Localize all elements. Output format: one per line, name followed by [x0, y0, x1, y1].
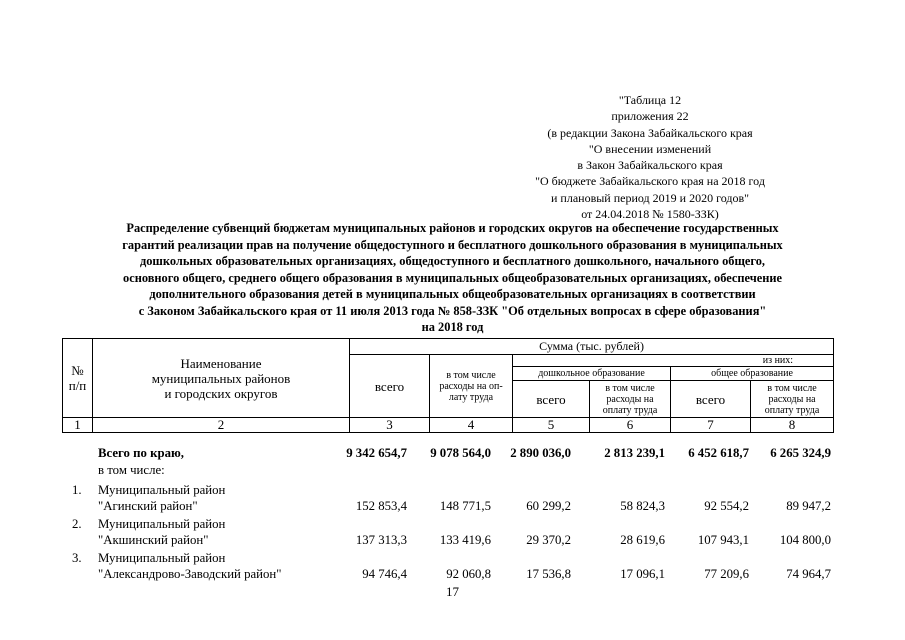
row-value: 152 853,4 [355, 499, 407, 513]
header-total-pay: в том числе расходы на оп- лату труда [430, 355, 513, 418]
row-value: 17 096,1 [620, 567, 665, 581]
table-row [62, 446, 833, 463]
header-preschool-pay: в том числе расходы на оплату труда [590, 381, 671, 418]
column-number: 4 [430, 418, 513, 433]
row-value: 74 964,7 [786, 567, 831, 581]
row-value: 17 536,8 [526, 567, 571, 581]
column-number: 3 [350, 418, 430, 433]
header-general: общее образование [671, 367, 834, 381]
row-value: 107 943,1 [697, 533, 749, 547]
row-value: 9 342 654,7 [346, 446, 407, 460]
header-of-which: из них: [513, 355, 834, 367]
column-number: 1 [63, 418, 93, 433]
document-title [60, 220, 845, 336]
header-number: № п/п [63, 339, 93, 418]
stamp-line: "Таблица 12 [618, 93, 682, 107]
table-row [62, 517, 833, 551]
column-number: 2 [93, 418, 350, 433]
column-number: 8 [751, 418, 834, 433]
row-name: Муниципальный район [98, 517, 226, 531]
title-line: основного общего, среднего общего образования в муниципальных общеобразовательных организациях, обеспечение [123, 270, 782, 285]
row-name-line2: "Акшинский район" [98, 533, 209, 547]
header-preschool: дошкольное образование [513, 367, 671, 381]
row-name: Муниципальный район [98, 551, 226, 565]
subsidy-table-header [62, 338, 834, 433]
column-number: 7 [671, 418, 751, 433]
table-row [62, 483, 833, 517]
appendix-stamp [500, 92, 800, 222]
header-sum: Сумма (тыс. рублей) [350, 339, 834, 355]
stamp-line: приложения 22 [611, 109, 689, 124]
stamp-line: "О бюджете Забайкальского края на 2018 год [535, 174, 765, 189]
column-number: 5 [513, 418, 590, 433]
stamp-line: (в редакции Закона Забайкальского края [547, 125, 753, 140]
table-body [62, 446, 833, 585]
row-number: 1. [72, 483, 82, 497]
table-row [62, 463, 833, 483]
row-name: Всего по краю, [98, 446, 184, 460]
row-number: 2. [72, 517, 82, 531]
row-value: 104 800,0 [779, 533, 831, 547]
row-value: 60 299,2 [526, 499, 571, 513]
row-value: 77 209,6 [704, 567, 749, 581]
row-value: 6 265 324,9 [770, 446, 831, 460]
header-general-pay: в том числе расходы на оплату труда [751, 381, 834, 418]
stamp-line: "О внесении изменений [588, 141, 712, 156]
table-row [62, 551, 833, 585]
row-name-line2: "Александрово-Заводский район" [98, 567, 282, 581]
row-value: 6 452 618,7 [688, 446, 749, 460]
header-preschool-total: всего [513, 381, 590, 418]
row-name-line2: "Агинский район" [98, 499, 198, 513]
stamp-line: от 24.04.2018 № 1580-ЗЗК) [581, 207, 719, 222]
row-value: 92 060,8 [446, 567, 491, 581]
row-value: 29 370,2 [526, 533, 571, 547]
column-number: 6 [590, 418, 671, 433]
title-line: дополнительного образования детей в муниципальных общеобразовательных организациях в соответствии [149, 287, 756, 301]
title-line: Распределение субвенций бюджетам муниципальных районов и городских округов на обеспечение государственных [126, 221, 779, 235]
title-line: на 2018 год [421, 320, 484, 334]
row-name: Муниципальный район [98, 483, 226, 497]
row-value: 9 078 564,0 [430, 446, 491, 460]
row-value: 2 890 036,0 [510, 446, 571, 460]
stamp-line: в Закон Забайкальского края [577, 158, 723, 173]
header-general-total: всего [671, 381, 751, 418]
row-value: 28 619,6 [620, 533, 665, 547]
row-value: 94 746,4 [362, 567, 407, 581]
header-name: Наименование муниципальных районов и городских округов [93, 339, 350, 418]
title-line: гарантий реализации прав на получение общедоступного и бесплатного дошкольного образования в муниципальных [122, 237, 783, 252]
row-number: 3. [72, 551, 82, 565]
column-number-row [63, 418, 834, 433]
row-value: 89 947,2 [786, 499, 831, 513]
stamp-line: и плановый период 2019 и 2020 годов" [550, 190, 750, 205]
row-value: 137 313,3 [355, 533, 407, 547]
page-number: 17 [446, 584, 459, 599]
row-value: 133 419,6 [439, 533, 491, 547]
row-value: 2 813 239,1 [604, 446, 665, 460]
row-value: 58 824,3 [620, 499, 665, 513]
title-line: дошкольных образовательных организациях, общедоступного и бесплатного дошкольного, начального общего, [139, 254, 766, 268]
row-name: в том числе: [98, 463, 165, 477]
row-value: 92 554,2 [704, 499, 749, 513]
header-total: всего [350, 355, 430, 418]
row-value: 148 771,5 [439, 499, 491, 513]
title-line: с Законом Забайкальского края от 11 июля 2013 года № 858-ЗЗК "Об отдельных вопросах в сфере образования" [138, 303, 767, 318]
